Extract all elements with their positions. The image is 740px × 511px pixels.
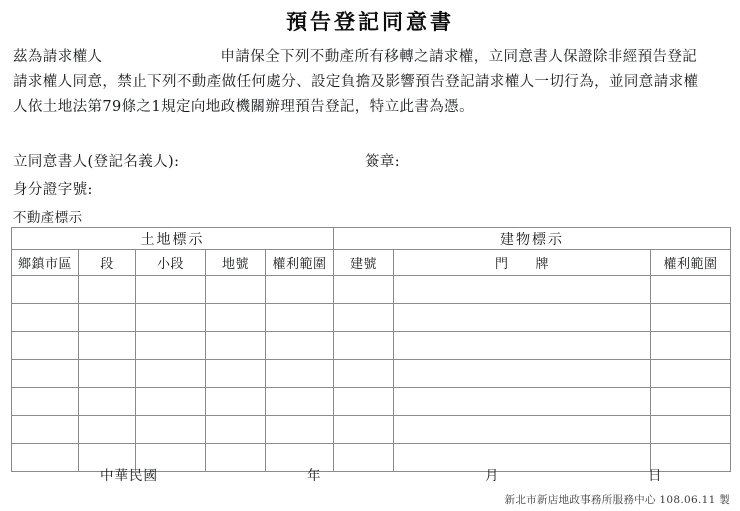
column-header-section: 段 — [79, 250, 136, 276]
table-cell[interactable] — [79, 388, 136, 416]
table-cell[interactable] — [651, 332, 731, 360]
table-row — [12, 388, 731, 416]
table-cell[interactable] — [266, 360, 334, 388]
date-year-label: 年 — [307, 468, 321, 484]
table-cell[interactable] — [334, 304, 394, 332]
table-cell[interactable] — [12, 332, 79, 360]
footer-credit: 新北市新店地政事務所服務中心 108.06.11 製 — [504, 494, 730, 506]
table-cell[interactable] — [266, 416, 334, 444]
column-header-lot-number: 地號 — [206, 250, 266, 276]
table-cell[interactable] — [79, 276, 136, 304]
estate-table — [11, 227, 731, 472]
date-era-label: 中華民國 — [100, 468, 158, 484]
document-body — [13, 45, 729, 120]
body-line-1-rest: 申請保全下列不動產所有移轉之請求權，立同意書人保證除非經預告登記 — [220, 49, 698, 65]
page-title: 預告登記同意書 — [286, 9, 454, 34]
table-cell[interactable] — [206, 276, 266, 304]
table-row — [12, 276, 731, 304]
table-cell[interactable] — [394, 332, 651, 360]
table-cell[interactable] — [12, 304, 79, 332]
body-line-2: 請求權人同意，禁止下列不動產做任何處分、設定負擔及影響預告登記請求權人一切行為，並同意請求權 — [13, 74, 699, 90]
seal-label: 簽章: — [365, 154, 401, 170]
table-cell[interactable] — [136, 360, 206, 388]
date-month-label: 月 — [485, 468, 499, 484]
table-cell[interactable] — [651, 388, 731, 416]
table-cell[interactable] — [206, 332, 266, 360]
table-cell[interactable] — [394, 388, 651, 416]
table-cell[interactable] — [136, 276, 206, 304]
table-body — [12, 276, 731, 472]
table-group-header-row — [12, 228, 731, 250]
table-cell[interactable] — [79, 304, 136, 332]
table-cell[interactable] — [394, 416, 651, 444]
body-line-3: 人依土地法第79條之1規定向地政機關辦理預告登記，特立此書為憑。 — [13, 99, 474, 115]
table-cell[interactable] — [206, 388, 266, 416]
consenter-label: 立同意書人(登記名義人): — [13, 154, 180, 170]
table-cell[interactable] — [334, 388, 394, 416]
estate-description-label: 不動產標示 — [13, 210, 83, 226]
table-cell[interactable] — [79, 416, 136, 444]
table-cell[interactable] — [651, 276, 731, 304]
table-row — [12, 416, 731, 444]
column-header-land-rights: 權利範圍 — [266, 250, 334, 276]
table-cell[interactable] — [206, 416, 266, 444]
table-cell[interactable] — [12, 388, 79, 416]
table-cell[interactable] — [79, 332, 136, 360]
table-row — [12, 360, 731, 388]
table-cell[interactable] — [394, 304, 651, 332]
table-cell[interactable] — [266, 276, 334, 304]
table-cell[interactable] — [206, 360, 266, 388]
table-cell[interactable] — [206, 304, 266, 332]
column-header-building-number: 建號 — [334, 250, 394, 276]
table-cell[interactable] — [266, 388, 334, 416]
table-cell[interactable] — [334, 332, 394, 360]
table-cell[interactable] — [136, 416, 206, 444]
group-header-building: 建物標示 — [334, 228, 731, 250]
table-row — [12, 332, 731, 360]
table-column-header-row — [12, 250, 731, 276]
date-day-label: 日 — [648, 468, 662, 484]
table-cell[interactable] — [334, 360, 394, 388]
table-cell[interactable] — [12, 416, 79, 444]
table-cell[interactable] — [79, 360, 136, 388]
body-line-1 — [13, 45, 729, 70]
claimant-label: 茲為請求權人 — [13, 49, 103, 65]
table-cell[interactable] — [12, 360, 79, 388]
group-header-land: 土地標示 — [12, 228, 334, 250]
column-header-district: 鄉鎮市區 — [12, 250, 79, 276]
table-cell[interactable] — [394, 360, 651, 388]
column-header-door-plate: 門 牌 — [394, 250, 651, 276]
id-number-label: 身分證字號: — [13, 182, 93, 198]
table-cell[interactable] — [136, 332, 206, 360]
table-cell[interactable] — [136, 304, 206, 332]
column-header-subsection: 小段 — [136, 250, 206, 276]
table-cell[interactable] — [394, 276, 651, 304]
table-cell[interactable] — [651, 416, 731, 444]
table-cell[interactable] — [651, 304, 731, 332]
table-cell[interactable] — [334, 276, 394, 304]
table-row — [12, 304, 731, 332]
table-cell[interactable] — [266, 304, 334, 332]
table-cell[interactable] — [334, 416, 394, 444]
column-header-building-rights: 權利範圍 — [651, 250, 731, 276]
table-cell[interactable] — [651, 360, 731, 388]
table-cell[interactable] — [12, 276, 79, 304]
date-line — [0, 464, 740, 482]
table-cell[interactable] — [136, 388, 206, 416]
table-cell[interactable] — [266, 332, 334, 360]
